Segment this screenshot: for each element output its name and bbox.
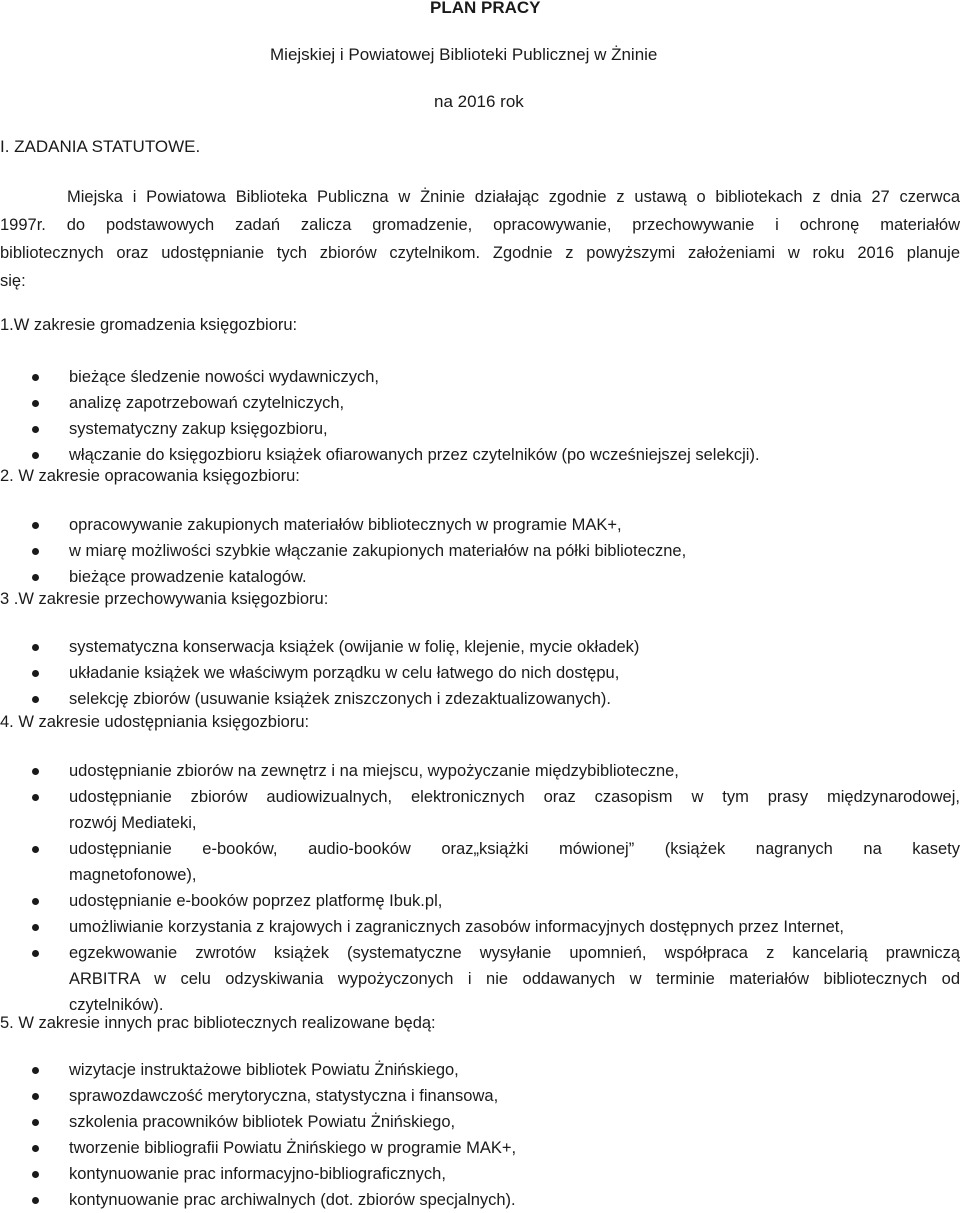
intro-line: się: bbox=[0, 272, 26, 290]
list-item-text: rozwój Mediateki, bbox=[69, 814, 197, 832]
section-heading: I. ZADANIA STATUTOWE. bbox=[0, 137, 201, 156]
bullet-icon bbox=[32, 1119, 39, 1126]
bullet-icon bbox=[32, 898, 39, 905]
bullet-icon bbox=[32, 1197, 39, 1204]
list-item bbox=[0, 660, 960, 686]
document-year: na 2016 rok bbox=[434, 92, 524, 111]
list-item bbox=[0, 914, 960, 940]
bullet-icon bbox=[32, 1093, 39, 1100]
section-title: 5. W zakresie innych prac bibliotecznych realizowane będą: bbox=[0, 1014, 436, 1032]
list-item bbox=[0, 758, 960, 784]
list-item-text: udostępnianie zbiorów audiowizualnych, elektronicznych oraz czasopism w tym prasy międzynarodowej, bbox=[69, 788, 960, 806]
intro-line: Miejska i Powiatowa Biblioteka Publiczna w Żninie działając zgodnie z ustawą o bibliotekach z dnia 27 czerwca bbox=[67, 188, 960, 206]
list-item bbox=[0, 686, 960, 712]
bullet-icon bbox=[32, 400, 39, 407]
list-item bbox=[0, 442, 960, 468]
list-item-text: systematyczny zakup księgozbioru, bbox=[69, 420, 328, 438]
list-item bbox=[0, 940, 960, 1018]
bullet-icon bbox=[32, 924, 39, 931]
bullet-list bbox=[0, 512, 960, 590]
list-item-text: udostępnianie e-booków poprzez platformę Ibuk.pl, bbox=[69, 892, 443, 910]
bullet-icon bbox=[32, 1145, 39, 1152]
bullet-list bbox=[0, 1057, 960, 1213]
list-item bbox=[0, 836, 960, 888]
bullet-icon bbox=[32, 846, 39, 853]
list-item bbox=[0, 888, 960, 914]
bullet-icon bbox=[32, 950, 39, 957]
bullet-icon bbox=[32, 1067, 39, 1074]
list-item-text: magnetofonowe), bbox=[69, 866, 197, 884]
document-subtitle: Miejskiej i Powiatowej Biblioteki Publicznej w Żninie bbox=[270, 45, 658, 64]
section-title: 1.W zakresie gromadzenia księgozbioru: bbox=[0, 316, 298, 334]
bullet-list bbox=[0, 758, 960, 1018]
list-item-text: opracowywanie zakupionych materiałów bibliotecznych w programie MAK+, bbox=[69, 516, 622, 534]
list-item bbox=[0, 1109, 960, 1135]
list-item-text: szkolenia pracowników bibliotek Powiatu Żnińskiego, bbox=[69, 1113, 456, 1131]
intro-paragraph bbox=[0, 183, 960, 295]
list-item-text: udostępnianie zbiorów na zewnętrz i na miejscu, wypożyczanie międzybiblioteczne, bbox=[69, 762, 679, 780]
bullet-icon bbox=[32, 522, 39, 529]
list-item bbox=[0, 390, 960, 416]
list-item bbox=[0, 1187, 960, 1213]
bullet-list bbox=[0, 364, 960, 468]
list-item-text: włączanie do księgozbioru książek ofiarowanych przez czytelników (po wcześniejszej selekcji). bbox=[69, 446, 760, 464]
bullet-icon bbox=[32, 426, 39, 433]
list-item-text: systematyczna konserwacja książek (owijanie w folię, klejenie, mycie okładek) bbox=[69, 638, 640, 656]
section-title: 3 .W zakresie przechowywania księgozbioru: bbox=[0, 590, 329, 608]
list-item bbox=[0, 416, 960, 442]
list-item-text: układanie książek we właściwym porządku w celu łatwego do nich dostępu, bbox=[69, 664, 620, 682]
list-item bbox=[0, 538, 960, 564]
list-item-text: wizytacje instruktażowe bibliotek Powiatu Żnińskiego, bbox=[69, 1061, 459, 1079]
bullet-icon bbox=[32, 452, 39, 459]
bullet-icon bbox=[32, 548, 39, 555]
intro-line: 1997r. do podstawowych zadań zalicza gromadzenie, opracowywanie, przechowywanie i ochronę materiałów bbox=[0, 216, 960, 234]
list-item-text: umożliwianie korzystania z krajowych i zagranicznych zasobów informacyjnych dostępnych przez Internet, bbox=[69, 918, 844, 936]
bullet-icon bbox=[32, 696, 39, 703]
list-item bbox=[0, 1161, 960, 1187]
list-item-text: bieżące śledzenie nowości wydawniczych, bbox=[69, 368, 379, 386]
list-item-text: selekcję zbiorów (usuwanie książek zniszczonych i zdezaktualizowanych). bbox=[69, 690, 611, 708]
intro-line: bibliotecznych oraz udostępnianie tych zbiorów czytelnikom. Zgodnie z powyższymi założeniami w roku 2016 planuje bbox=[0, 244, 960, 262]
list-item-text: w miarę możliwości szybkie włączanie zakupionych materiałów na półki biblioteczne, bbox=[69, 542, 687, 560]
list-item bbox=[0, 1083, 960, 1109]
list-item bbox=[0, 1057, 960, 1083]
bullet-icon bbox=[32, 374, 39, 381]
list-item-text: kontynuowanie prac informacyjno-bibliograficznych, bbox=[69, 1165, 446, 1183]
bullet-list bbox=[0, 634, 960, 712]
list-item bbox=[0, 564, 960, 590]
bullet-icon bbox=[32, 1171, 39, 1178]
bullet-icon bbox=[32, 670, 39, 677]
list-item-text: ARBITRA w celu odzyskiwania wypożyczonych i nie oddawanych w terminie materiałów bibliotecznych od bbox=[69, 970, 960, 988]
list-item bbox=[0, 784, 960, 836]
section-title: 2. W zakresie opracowania księgozbioru: bbox=[0, 467, 300, 485]
bullet-icon bbox=[32, 574, 39, 581]
list-item bbox=[0, 364, 960, 390]
list-item-text: bieżące prowadzenie katalogów. bbox=[69, 568, 307, 586]
list-item bbox=[0, 1135, 960, 1161]
list-item bbox=[0, 512, 960, 538]
list-item-text: czytelników). bbox=[69, 996, 164, 1014]
list-item-text: sprawozdawczość merytoryczna, statystyczna i finansowa, bbox=[69, 1087, 499, 1105]
section-title: 4. W zakresie udostępniania księgozbioru: bbox=[0, 713, 310, 731]
list-item-text: kontynuowanie prac archiwalnych (dot. zbiorów specjalnych). bbox=[69, 1191, 516, 1209]
bullet-icon bbox=[32, 644, 39, 651]
list-item bbox=[0, 634, 960, 660]
bullet-icon bbox=[32, 768, 39, 775]
list-item-text: egzekwowanie zwrotów książek (systematyczne wysyłanie upomnień, współpraca z kancelarią prawniczą bbox=[69, 944, 960, 962]
list-item-text: analizę zapotrzebowań czytelniczych, bbox=[69, 394, 345, 412]
list-item-text: udostępnianie e-booków, audio-booków oraz„książki mówionej” (książek nagranych na kasety bbox=[69, 840, 960, 858]
bullet-icon bbox=[32, 794, 39, 801]
list-item-text: tworzenie bibliografii Powiatu Żnińskiego w programie MAK+, bbox=[69, 1139, 517, 1157]
document-title: PLAN PRACY bbox=[430, 0, 541, 17]
